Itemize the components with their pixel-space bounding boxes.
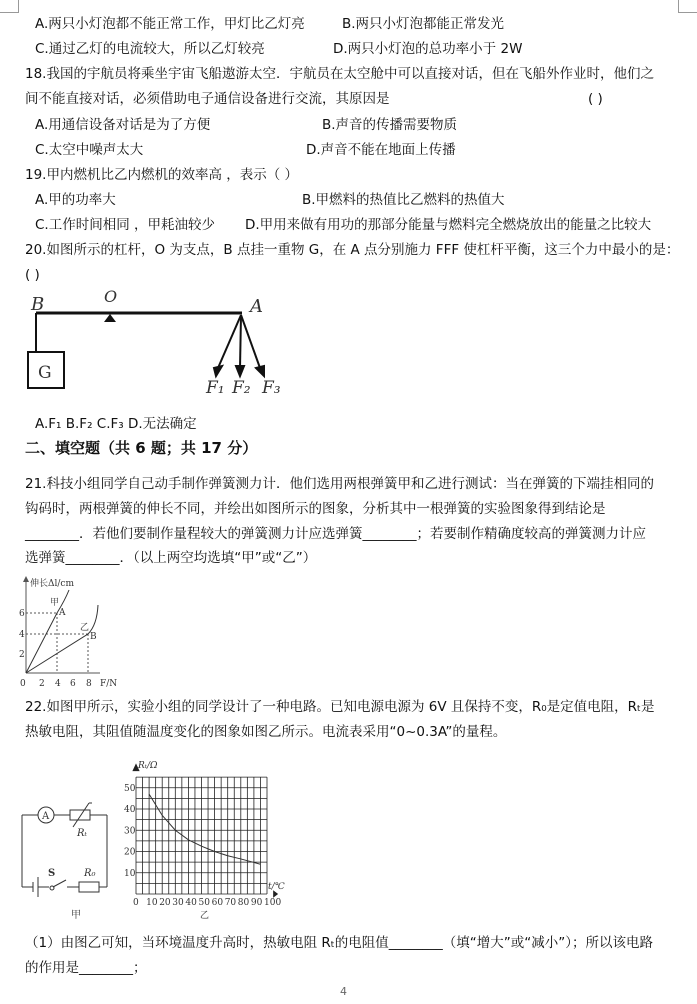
x-tick: 10	[146, 898, 158, 908]
x-tick: 6	[70, 679, 76, 689]
q17-option-b: B.两只小灯泡都能正常发光	[342, 16, 505, 32]
q19-option-d: D.甲用来做有用功的那部分能量与燃料完全燃烧放出的能量之比较大	[245, 217, 652, 233]
q17-option-d: D.两只小灯泡的总功率小于 2W	[333, 41, 523, 57]
label-f1: F₁	[206, 378, 225, 398]
x-tick: 0	[20, 679, 26, 689]
q19-option-a: A.甲的功率大	[35, 192, 116, 208]
x-tick: 100	[264, 898, 282, 908]
x-tick: 90	[250, 898, 263, 908]
x-tick: 70	[224, 898, 237, 908]
y-tick: 4	[19, 630, 25, 640]
y-tick: 6	[19, 609, 25, 619]
x-tick: 50	[198, 898, 210, 908]
switch-label: S	[48, 868, 56, 879]
page-number: 4	[340, 985, 347, 998]
q21-stem: 钩码时，两根弹簧的伸长不同，并绘出如图所示的图象，分析其中一根弹簧的实验图象得到结论是	[25, 501, 606, 517]
y-tick: 50	[124, 783, 136, 794]
y-tick: 30	[124, 826, 136, 837]
y-tick: 20	[124, 847, 136, 858]
chart-caption: 乙	[200, 911, 210, 921]
label-point-a: A	[59, 608, 66, 618]
label-yi: 乙	[80, 623, 90, 633]
q21-stem: 21.科技小组同学自己动手制作弹簧测力计．他们选用两根弹簧甲和乙进行测试：当在弹簧的下端挂相同的	[25, 476, 654, 492]
q19-option-c: C.工作时间相同 ，甲耗油较少	[35, 217, 216, 233]
label-g: G	[38, 363, 52, 383]
label-f3: F₃	[262, 378, 281, 398]
q22-sub1: 的作用是________；	[25, 960, 147, 976]
q17-option-a: A.两只小灯泡都不能正常工作，甲灯比乙灯亮	[35, 16, 305, 32]
label-f2: F₂	[232, 378, 251, 398]
label-b: B	[31, 294, 45, 315]
section-heading: 二、填空题（共 6 题；共 17 分）	[25, 439, 258, 457]
q22-sub1: （1）由图乙可知，当环境温度升高时，热敏电阻 Rₜ的电阻值________（填“增大”或“减小”）；所以该电路	[25, 935, 653, 951]
x-axis-label: F/N	[100, 679, 118, 689]
y-axis-label: Rₜ/Ω	[138, 761, 158, 771]
label-point-b: B	[90, 632, 97, 642]
x-tick: 20	[159, 898, 171, 908]
q18-option-a: A.用通信设备对话是为了方便	[35, 117, 211, 133]
x-axis-label: t/℃	[268, 882, 285, 892]
q21-stem: 选弹簧________．（以上两空均选填“甲”或“乙”）	[25, 550, 317, 566]
ammeter-label: A	[42, 811, 50, 822]
label-o: O	[104, 287, 118, 306]
q18-stem: 18.我国的宇航员将乘坐宇宙飞船遨游太空．宇航员在太空舱中可以直接对话，但在飞船外作业时，他们之	[25, 66, 654, 82]
x-tick: 8	[86, 679, 92, 689]
q19-stem: 19.甲内燃机比乙内燃机的效率高 ，表示（ ）	[25, 167, 299, 183]
answer-paren: ( )	[588, 91, 603, 107]
rt-label: Rₜ	[77, 828, 87, 839]
r0-label: R₀	[84, 868, 96, 879]
q18-stem: 间不能直接对话，必须借助电子通信设备进行交流，其原因是	[25, 91, 390, 107]
x-tick: 4	[55, 679, 61, 689]
label-a: A	[250, 296, 263, 317]
x-tick: 30	[172, 898, 184, 908]
label-jia: 甲	[50, 598, 60, 608]
series-rt	[149, 794, 260, 864]
q18-option-b: B.声音的传播需要物质	[322, 117, 458, 133]
y-tick: 40	[124, 805, 136, 815]
q22-stem: 22.如图甲所示，实验小组的同学设计了一种电路。已知电源电源为 6V 且保持不变，R₀是定值电阻，Rₜ是	[25, 699, 655, 715]
q19-option-b: B.甲燃料的热值比乙燃料的热值大	[302, 192, 505, 208]
q17-option-c: C.通过乙灯的电流较大，所以乙灯较亮	[35, 41, 265, 57]
q20-paren: ( )	[25, 267, 40, 283]
y-tick: 10	[124, 868, 136, 879]
q20-stem: 20.如图所示的杠杆，O 为支点，B 点挂一重物 G，在 A 点分别施力 FFF 使杠杆平衡，这三个力中最小的是：	[25, 242, 680, 258]
x-tick: 80	[237, 898, 250, 908]
q18-option-c: C.太空中噪声太大	[35, 142, 144, 158]
x-tick: 2	[39, 679, 45, 689]
x-tick: 60	[211, 898, 224, 908]
q21-stem: ________．若他们要制作量程较大的弹簧测力计应选弹簧________；若要制作精确度较高的弹簧测力计应	[25, 526, 646, 542]
y-tick: 2	[19, 650, 25, 660]
q20-options: A.F₁ B.F₂ C.F₃ D.无法确定	[35, 416, 197, 432]
circuit-caption: 甲	[71, 910, 81, 921]
x-tick: 0	[133, 898, 139, 908]
q18-option-d: D.声音不能在地面上传播	[306, 142, 456, 158]
x-tick: 40	[185, 898, 197, 908]
y-axis-label: 伸长Δl/cm	[30, 579, 74, 589]
q22-stem: 热敏电阻，其阻值随温度变化的图象如图乙所示。电流表采用“0~0.3A”的量程。	[25, 724, 507, 740]
